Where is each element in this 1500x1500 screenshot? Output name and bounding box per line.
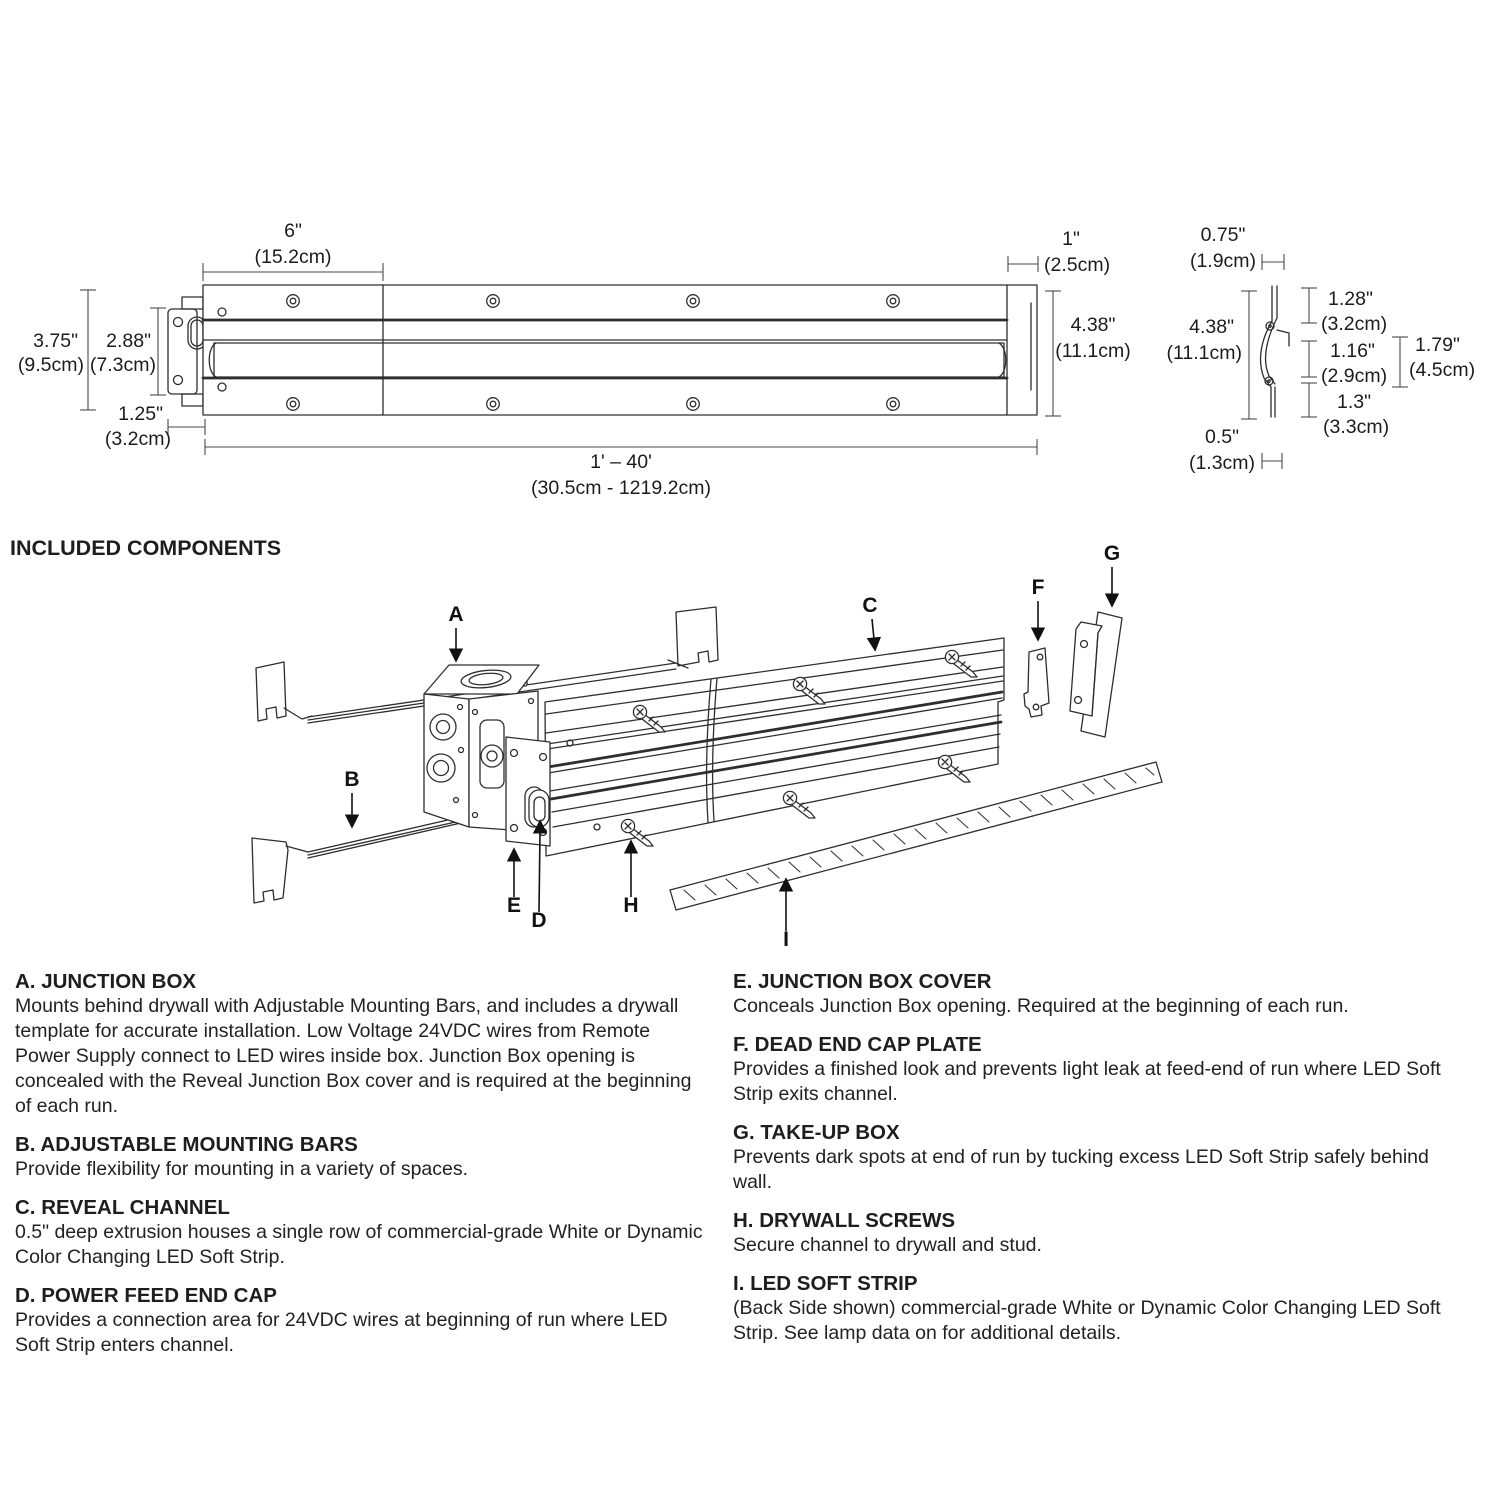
- section-title-e: E. JUNCTION BOX COVER: [733, 970, 992, 993]
- dim-height-288cm: (7.3cm): [89, 354, 156, 376]
- section-body-f: Provides a finished look and prevents light leak at feed-end of run where LED Soft Strip exits channel.: [733, 1058, 1441, 1105]
- dim-seg-179cm: (4.5cm): [1409, 359, 1476, 381]
- section-title-h: H. DRYWALL SCREWS: [733, 1209, 956, 1232]
- exploded-components-diagram: [0, 520, 1500, 980]
- dim-height-438cm-front: (11.1cm): [1055, 340, 1131, 362]
- dim-offset-125in: 1.25": [118, 403, 163, 425]
- section-title-i: I. LED SOFT STRIP: [733, 1272, 918, 1295]
- dim-height-438cm-profile: (11.1cm): [1166, 342, 1242, 364]
- dim-seg-116cm: (2.9cm): [1321, 365, 1388, 387]
- included-components-heading: INCLUDED COMPONENTS: [10, 536, 282, 560]
- section-body-c: 0.5" deep extrusion houses a single row of commercial-grade White or Dynamic Color Changing LED Soft Strip.: [15, 1221, 703, 1268]
- dim-depth-075in: 0.75": [1200, 224, 1246, 246]
- take-up-box: [1070, 612, 1122, 737]
- power-feed-end-cap: [529, 790, 549, 827]
- section-body-h: Secure channel to drywall and stud.: [733, 1234, 1042, 1256]
- dim-height-375cm: (9.5cm): [17, 354, 84, 376]
- label-d: D: [531, 909, 547, 932]
- dim-seg-13cm: (3.3cm): [1323, 416, 1390, 438]
- dim-run-length-cm: (30.5cm - 1219.2cm): [531, 477, 711, 499]
- dim-seg-128cm: (3.2cm): [1321, 313, 1388, 335]
- dim-offset-125cm: (3.2cm): [104, 428, 171, 450]
- dim-width-6cm: (15.2cm): [254, 246, 332, 268]
- dim-depth-05in: 0.5": [1204, 426, 1240, 448]
- section-body-a: Mounts behind drywall with Adjustable Mounting Bars, and includes a drywall template for accurate installation. Low Voltage 24VDC wires from Remote Power Supply connect to LED wires inside box. Junction Box opening is concealed with the Reveal Junction Box cover and is required at the beginning of each run.: [15, 995, 692, 1117]
- label-b: B: [344, 768, 360, 791]
- dim-height-288in: 2.88": [106, 330, 151, 352]
- dim-depth-075cm: (1.9cm): [1189, 250, 1257, 272]
- dim-seg-13in: 1.3": [1337, 391, 1372, 413]
- dim-endcap-1cm: (2.5cm): [1044, 254, 1111, 276]
- section-title-f: F. DEAD END CAP PLATE: [733, 1033, 982, 1056]
- section-body-i: (Back Side shown) commercial-grade White or Dynamic Color Changing LED Soft Strip. See lamp data on for additional details.: [733, 1297, 1441, 1344]
- dim-endcap-1in: 1": [1062, 228, 1080, 250]
- section-body-e: Conceals Junction Box opening. Required at the beginning of each run.: [733, 995, 1349, 1017]
- dimension-drawings: [0, 0, 1500, 520]
- label-a: A: [448, 603, 464, 626]
- descriptions-left-column: [15, 969, 707, 1358]
- descriptions-right-column: [733, 969, 1447, 1346]
- dim-height-438in-profile: 4.38": [1189, 316, 1234, 338]
- label-f: F: [1031, 576, 1045, 599]
- dim-run-length: 1' – 40': [590, 451, 652, 473]
- profile-view-drawing: [1261, 286, 1289, 417]
- dim-seg-128in: 1.28": [1328, 288, 1373, 310]
- section-body-g: Prevents dark spots at end of run by tucking excess LED Soft Strip safely behind wall.: [733, 1146, 1429, 1193]
- label-g: G: [1103, 542, 1121, 565]
- label-e: E: [506, 894, 522, 917]
- label-h: H: [623, 894, 639, 917]
- dim-height-375in: 3.75": [33, 330, 78, 352]
- section-title-c: C. REVEAL CHANNEL: [15, 1196, 230, 1219]
- label-c: C: [862, 594, 878, 617]
- dim-seg-179in: 1.79": [1415, 334, 1460, 356]
- section-title-b: B. ADJUSTABLE MOUNTING BARS: [15, 1133, 358, 1156]
- dim-width-6in: 6": [284, 220, 302, 242]
- dead-end-cap-plate: [1024, 648, 1049, 717]
- dim-depth-05cm: (1.3cm): [1188, 452, 1256, 474]
- section-body-b: Provide flexibility for mounting in a variety of spaces.: [15, 1158, 469, 1180]
- section-title-d: D. POWER FEED END CAP: [15, 1284, 277, 1307]
- dim-height-438in-front: 4.38": [1070, 314, 1116, 336]
- section-title-g: G. TAKE-UP BOX: [733, 1121, 900, 1144]
- dim-seg-116in: 1.16": [1330, 340, 1375, 362]
- section-body-d: Provides a connection area for 24VDC wires at beginning of run where LED Soft Strip enters channel.: [15, 1309, 668, 1356]
- front-view-drawing: [168, 285, 1037, 415]
- label-i: I: [783, 928, 789, 951]
- section-title-a: A. JUNCTION BOX: [15, 970, 197, 993]
